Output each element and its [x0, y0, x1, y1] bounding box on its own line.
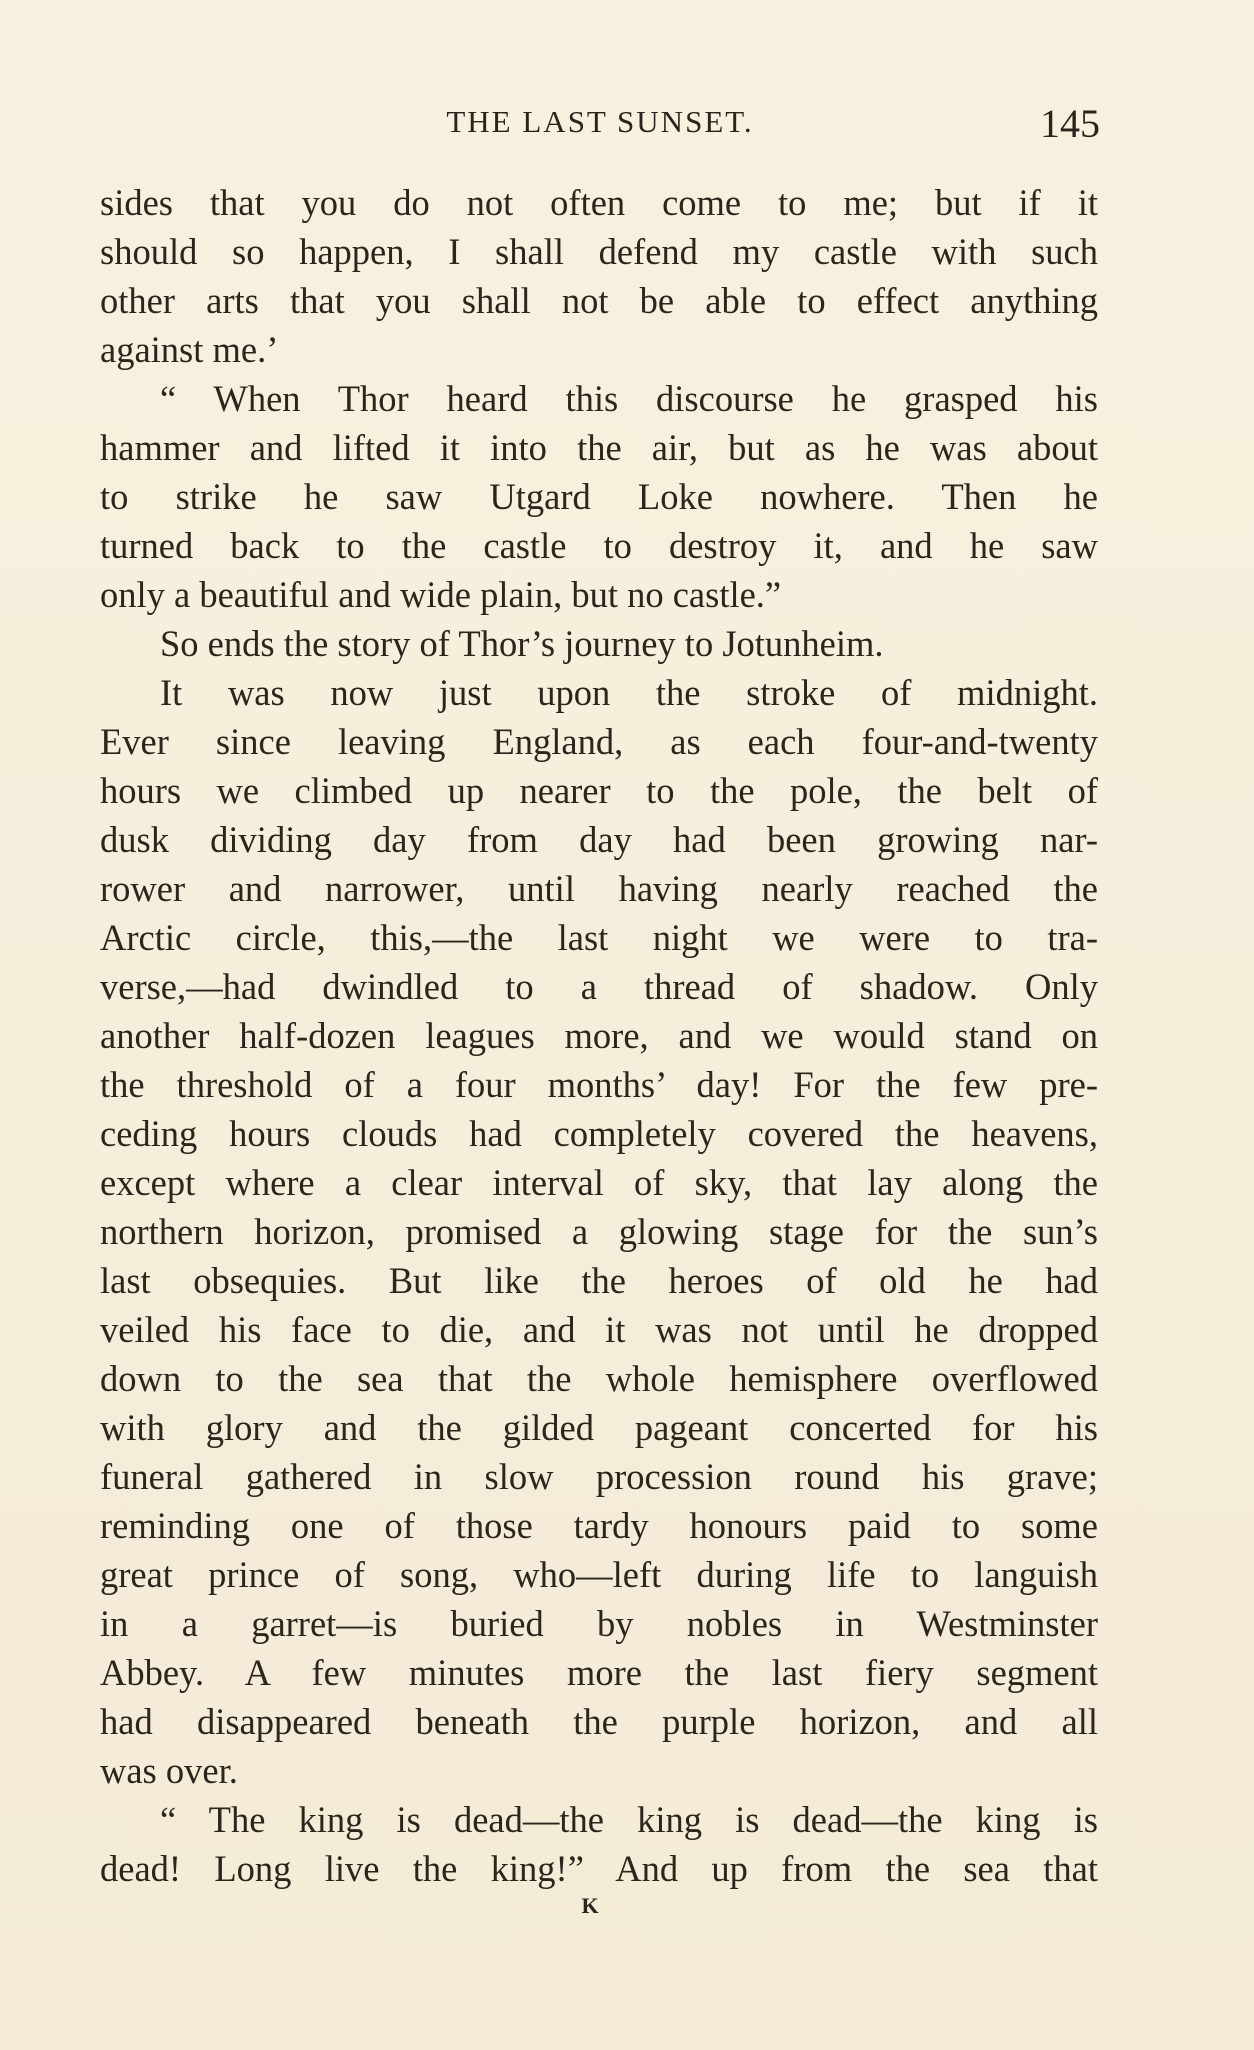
text-line: the threshold of a four months’ day! For the few pre-	[100, 1064, 1098, 1105]
text-line: “ The king is dead—the king is dead—the king is	[160, 1799, 1098, 1840]
text-line: Ever since leaving England, as each four-and-twenty	[100, 721, 1098, 762]
text-line: funeral gathered in slow procession round his grave;	[100, 1456, 1098, 1497]
text-line: except where a clear interval of sky, that lay along the	[100, 1162, 1098, 1203]
text-line: turned back to the castle to destroy it, and he saw	[100, 525, 1098, 566]
text-line: had disappeared beneath the purple horizon, and all	[100, 1701, 1098, 1742]
text-line: It was now just upon the stroke of midnight.	[160, 672, 1098, 713]
text-line: rower and narrower, until having nearly reached the	[100, 868, 1098, 909]
text-line: another half-dozen leagues more, and we would stand on	[100, 1015, 1098, 1056]
running-title: THE LAST SUNSET.	[446, 104, 754, 139]
text-line: last obsequies. But like the heroes of old he had	[100, 1260, 1098, 1301]
text-line: veiled his face to die, and it was not until he dropped	[100, 1309, 1098, 1350]
text-line: Arctic circle, this,—the last night we were to tra-	[100, 917, 1098, 958]
text-line: northern horizon, promised a glowing stage for the sun’s	[100, 1211, 1098, 1252]
text-line: to strike he saw Utgard Loke nowhere. Then he	[100, 476, 1098, 517]
text-line: in a garret—is buried by nobles in Westminster	[100, 1603, 1098, 1644]
text-line: hammer and lifted it into the air, but as he was about	[100, 427, 1098, 468]
text-line: should so happen, I shall defend my castle with such	[100, 231, 1098, 272]
body-text	[100, 178, 1098, 1893]
text-line: with glory and the gilded pageant concerted for his	[100, 1407, 1098, 1448]
text-line: dead! Long live the king!” And up from the sea that	[100, 1848, 1098, 1889]
text-line: So ends the story of Thor’s journey to Jotunheim.	[160, 623, 884, 664]
text-line: Abbey. A few minutes more the last fiery segment	[100, 1652, 1098, 1693]
page-number: 145	[1040, 101, 1100, 146]
text-line: sides that you do not often come to me; but if it	[100, 182, 1098, 223]
text-line: verse,—had dwindled to a thread of shadow. Only	[100, 966, 1098, 1007]
text-line: was over.	[100, 1750, 238, 1791]
text-line: only a beautiful and wide plain, but no castle.”	[100, 574, 782, 615]
text-line: “ When Thor heard this discourse he grasped his	[160, 378, 1098, 419]
signature-mark: K	[581, 1893, 599, 1918]
text-line: other arts that you shall not be able to effect anything	[100, 280, 1098, 321]
text-line: hours we climbed up nearer to the pole, the belt of	[100, 770, 1098, 811]
text-line: down to the sea that the whole hemisphere overflowed	[100, 1358, 1098, 1399]
text-line: against me.’	[100, 329, 279, 370]
running-head	[100, 100, 1100, 150]
text-line: dusk dividing day from day had been growing nar-	[100, 819, 1098, 860]
text-line: ceding hours clouds had completely covered the heavens,	[100, 1113, 1098, 1154]
text-line: great prince of song, who—left during life to languish	[100, 1554, 1098, 1595]
text-line: reminding one of those tardy honours paid to some	[100, 1505, 1098, 1546]
